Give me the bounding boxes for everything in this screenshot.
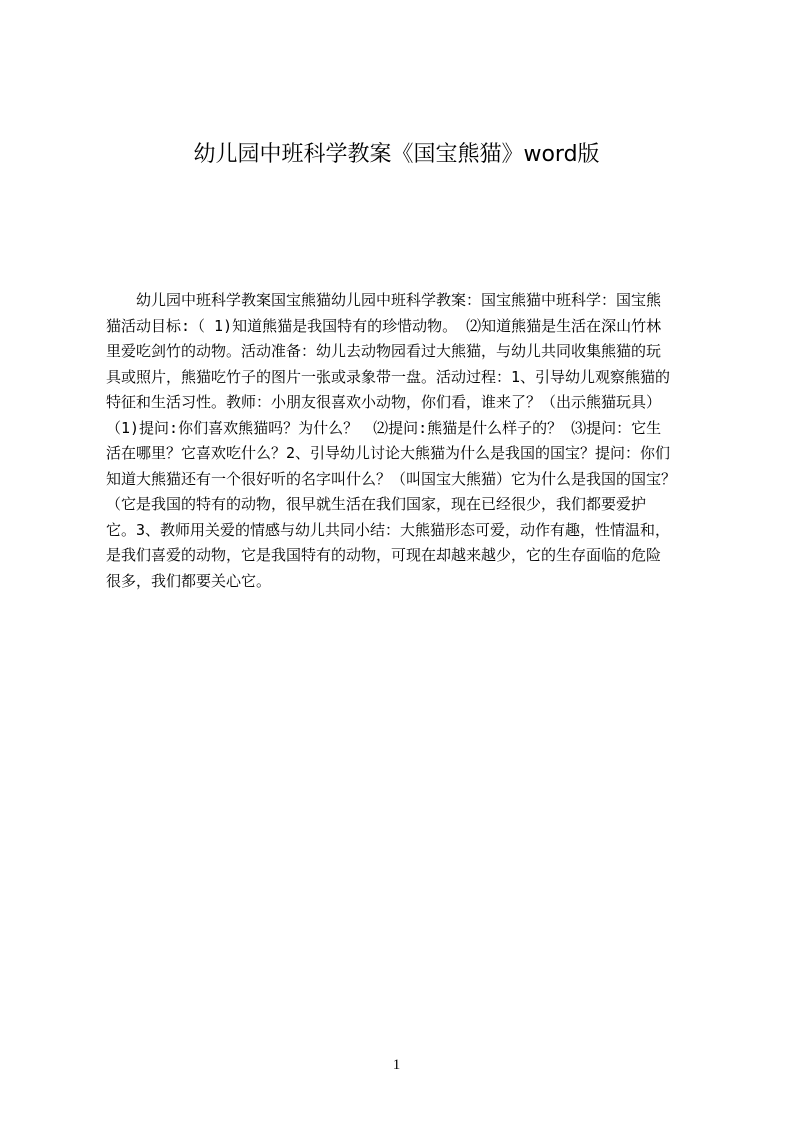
body-line: （它是我国的特有的动物，很早就生活在我们国家，现在已经很少，我们都要爱护 bbox=[106, 495, 647, 513]
body-line: 活在哪里？它喜欢吃什么？2、引导幼儿讨论大熊猫为什么是我国的国宝？提问：你们 bbox=[106, 444, 671, 462]
document-body bbox=[106, 288, 698, 594]
body-line: 里爱吃剑竹的动物。活动准备：幼儿去动物园看过大熊猫，与幼儿共同收集熊猫的玩 bbox=[106, 342, 662, 360]
body-line: 猫活动目标:（ 1)知道熊猫是我国特有的珍惜动物。 ⑵知道熊猫是生活在深山竹林 bbox=[106, 316, 662, 335]
body-line: 幼儿园中班科学教案国宝熊猫幼儿园中班科学教案：国宝熊猫中班科学：国宝熊 bbox=[106, 291, 662, 309]
body-line: （1)提问:你们喜欢熊猫吗？为什么？ ⑵提问:熊猫是什么样子的？ ⑶提问：它生 bbox=[106, 418, 662, 437]
body-line: 很多，我们都要关心它。 bbox=[106, 571, 272, 590]
body-line: 知道大熊猫还有一个很好听的名字叫什么？（叫国宝大熊猫）它为什么是我国的国宝？ bbox=[106, 469, 677, 488]
body-line: 是我们喜爱的动物，它是我国特有的动物，可现在却越来越少，它的生存面临的危险 bbox=[106, 546, 662, 564]
body-line: 具或照片，熊猫吃竹子的图片一张或录象带一盘。活动过程：1、引导幼儿观察熊猫的 bbox=[106, 367, 671, 386]
body-line: 特征和生活习性。教师：小朋友很喜欢小动物，你们看，谁来了？（出示熊猫玩具） bbox=[106, 393, 662, 411]
document-title: 幼儿园中班科学教案《国宝熊猫》word版 bbox=[193, 142, 600, 167]
body-line: 它。3、教师用关爱的情感与幼儿共同小结：大熊猫形态可爱，动作有趣，性情温和， bbox=[106, 520, 671, 539]
page-number: 1 bbox=[392, 1057, 401, 1073]
